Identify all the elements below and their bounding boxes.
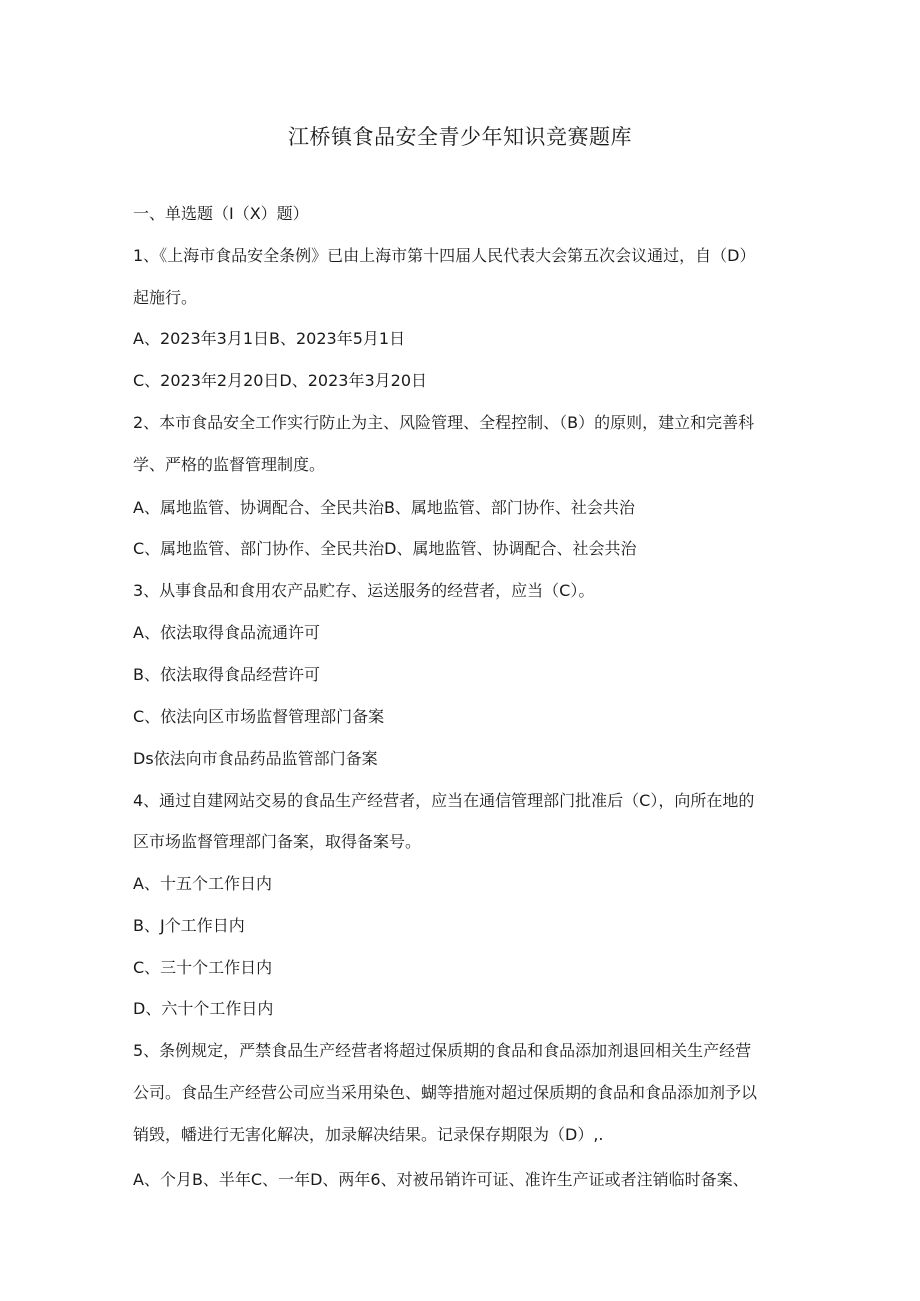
question-1-line-2: 起施行。 (133, 288, 198, 307)
question-4-option-d: D、六十个工作日内 (133, 999, 274, 1018)
question-1-options-c-d: C、2023年2月20日D、2023年3月20日 (133, 371, 428, 390)
question-3-option-c: C、依法向区市场监督管理部门备案 (133, 707, 385, 726)
question-5-line-3: 销毁，幡进行无害化解决，加录解决结果。记录保存期限为（D）,. (133, 1125, 604, 1144)
document-title: 江桥镇食品安全青少年知识竞赛题库 (288, 125, 632, 149)
question-5-line-1: 5、条例规定，严禁食品生产经营者将超过保质期的食品和食品添加剂退回相关生产经营 (133, 1041, 752, 1060)
question-4-option-c: C、三十个工作日内 (133, 958, 273, 977)
question-2-line-2: 学、严格的监督管理制度。 (133, 455, 326, 474)
question-3: 3、从事食品和食用农产品贮存、运送服务的经营者，应当（C）。 (133, 581, 595, 600)
question-3-option-b: B、依法取得食品经营许可 (133, 665, 320, 684)
question-2-options-c-d: C、属地监管、部门协作、全民共治D、属地监管、协调配合、社会共治 (133, 539, 637, 558)
question-5-options-and-question-6: A、个月B、半年C、一年D、两年6、对被吊销许可证、准许生产证或者注销临时备案、 (133, 1170, 749, 1189)
question-2-line-1: 2、本市食品安全工作实行防止为主、风险管理、全程控制、（B）的原则，建立和完善科 (133, 413, 755, 432)
section-heading-single-choice: 一、单选题（I（X）题） (133, 204, 309, 223)
question-4-option-b: B、J个工作日内 (133, 916, 245, 935)
question-1-options-a-b: A、2023年3月1日B、2023年5月1日 (133, 329, 406, 348)
question-4-option-a: A、十五个工作日内 (133, 874, 272, 893)
question-1-line-1: 1、《上海市食品安全条例》已由上海市第十四届人民代表大会第五次会议通过，自（D） (133, 246, 756, 265)
question-3-option-d: Ds依法向市食品药品监管部门备案 (133, 749, 378, 768)
question-5-line-2: 公司。食品生产经营公司应当采用染色、蝴等措施对超过保质期的食品和食品添加剂予以 (133, 1083, 758, 1102)
question-4-line-2: 区市场监督管理部门备案，取得备案号。 (133, 832, 422, 851)
question-2-options-a-b: A、属地监管、协调配合、全民共治B、属地监管、部门协作、社会共治 (133, 498, 635, 517)
question-3-option-a: A、依法取得食品流通许可 (133, 623, 320, 642)
question-4-line-1: 4、通过自建网站交易的食品生产经营者，应当在通信管理部门批准后（C），向所在地的 (133, 791, 755, 810)
